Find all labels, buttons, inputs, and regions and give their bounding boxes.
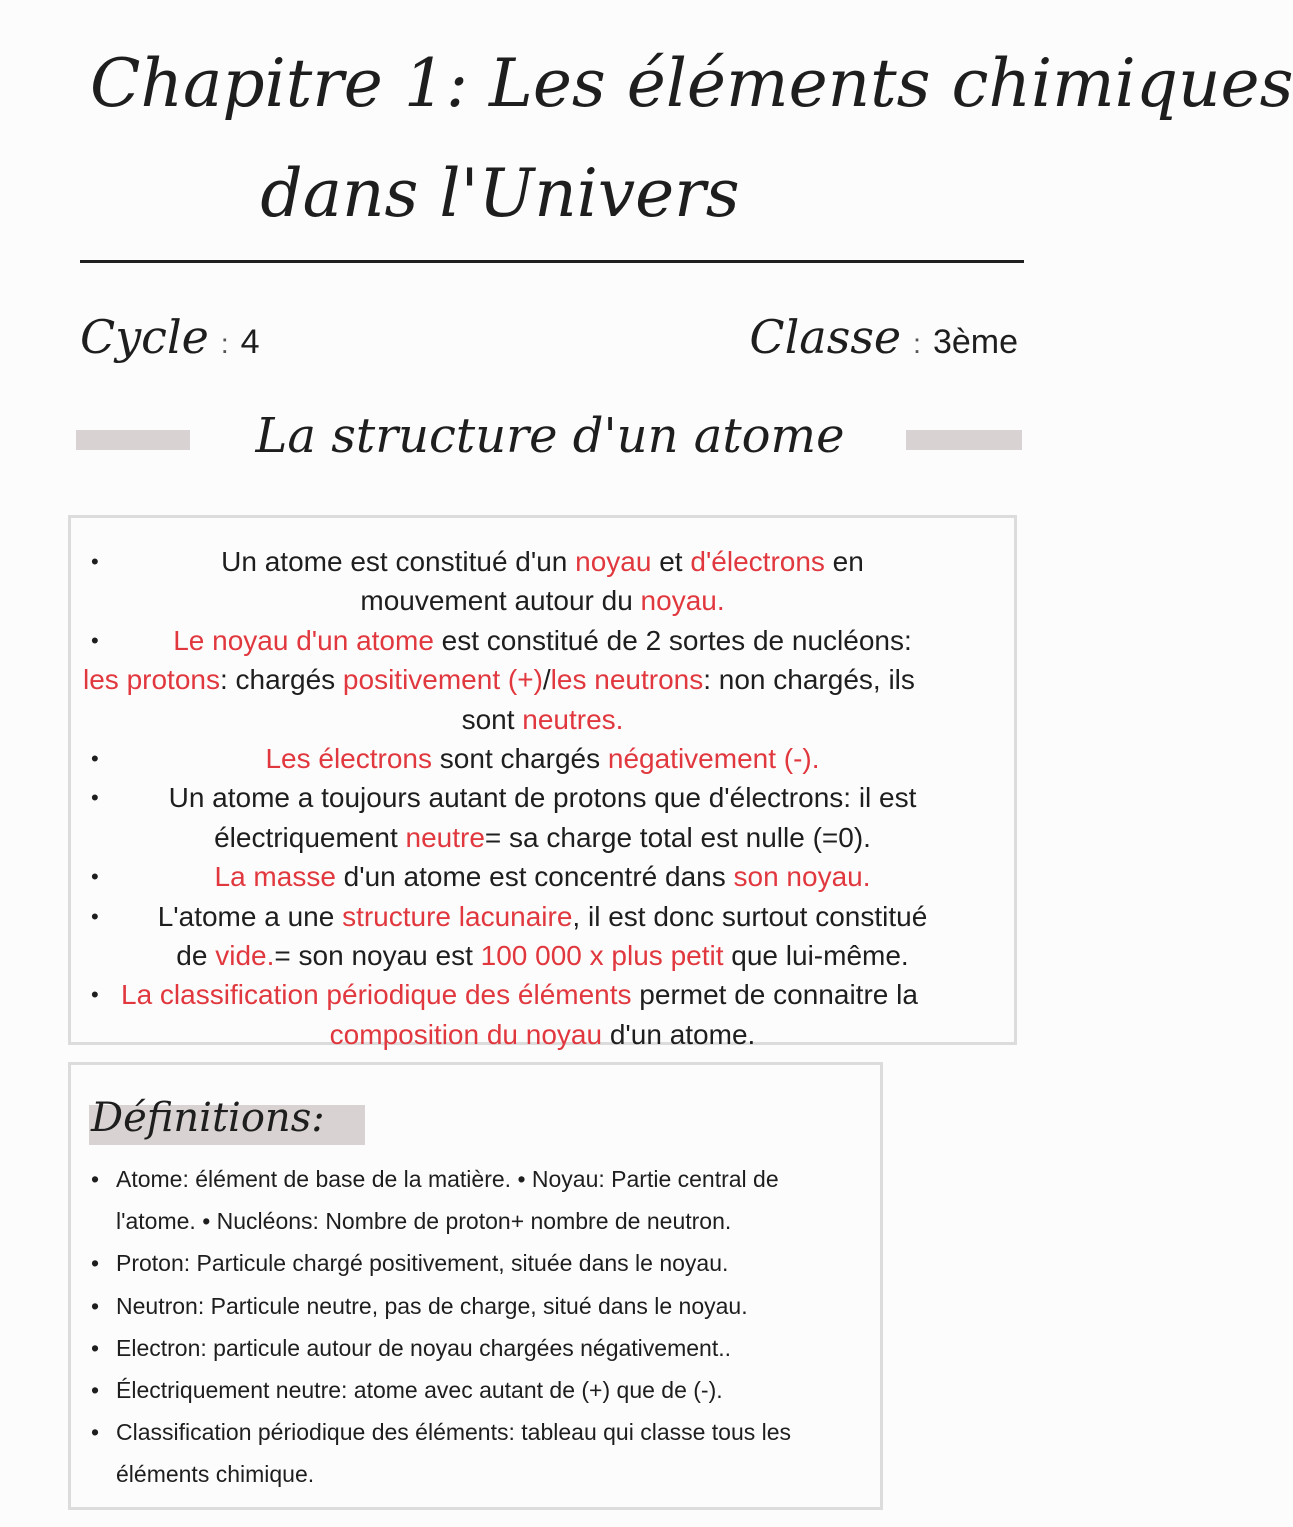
bullet: •: [91, 785, 99, 811]
definitions-heading: Définitions:: [91, 1095, 325, 1141]
structure-line-8: électriquement neutre= sa charge total est nulle (=0).: [214, 821, 871, 853]
bullet: •: [91, 627, 99, 653]
structure-line-1: • Un atome est constitué d'un noyau et d'électrons en: [71, 518, 1014, 581]
structure-line-13: composition du noyau d'un atome.: [329, 1018, 756, 1050]
bullet: •: [91, 549, 99, 574]
structure-line-9: • La masse d'un atome est concentré dans son noyau.: [71, 857, 1014, 896]
cycle-separator: :: [220, 328, 229, 359]
definition-item-continued: éléments chimique.: [116, 1461, 315, 1488]
bullet: •: [91, 745, 99, 771]
definition-item: • Classification périodique des éléments: tableau qui classe tous les: [91, 1419, 792, 1446]
cycle-label: [80, 310, 260, 364]
definitions-list: [71, 1158, 886, 1496]
chapter-title: Chapitre 1: Les éléments chimiques: [90, 45, 1293, 122]
cycle-value: 4: [240, 323, 260, 361]
atom-structure-box: [68, 515, 1017, 1050]
definition-item-continued: l'atome. • Nucléons: Nombre de proton+ nombre de neutron.: [116, 1208, 732, 1235]
section-title: La structure d'un atome: [255, 408, 845, 464]
structure-line-10: • L'atome a une structure lacunaire, il est donc surtout constitué: [71, 897, 1014, 936]
bullet: •: [91, 864, 99, 890]
definition-item: • Électriquement neutre: atome avec autant de (+) que de (-).: [91, 1376, 723, 1403]
structure-line-2: mouvement autour du noyau.: [360, 585, 725, 617]
structure-line-7: • Un atome a toujours autant de protons que d'électrons: il est: [71, 778, 1014, 817]
definition-item: • Atome: élément de base de la matière. • Noyau: Partie central de: [91, 1166, 779, 1192]
definition-item: • Neutron: Particule neutre, pas de charge, situé dans le noyau.: [91, 1292, 748, 1319]
structure-line-3: • Le noyau d'un atome est constitué de 2 sortes de nucléons:: [71, 621, 1014, 660]
bullet: •: [91, 982, 99, 1008]
cycle-label-text: Cycle: [80, 310, 209, 364]
definition-item: • Electron: particule autour de noyau chargées négativement..: [91, 1334, 731, 1361]
definitions-box: [68, 1062, 883, 1510]
structure-line-4: les protons: chargés positivement (+)/les neutrons: non chargés, ils: [83, 664, 915, 696]
decor-bar-right: [906, 430, 1022, 450]
classe-value: 3ème: [932, 323, 1018, 361]
bullet: •: [91, 903, 99, 929]
chapter-title-line2: dans l'Univers: [260, 155, 740, 232]
structure-line-5: sont neutres.: [461, 703, 624, 735]
title-divider: [80, 260, 1024, 263]
structure-line-6: • Les électrons sont chargés négativement (-).: [71, 739, 1014, 778]
classe-label: [749, 310, 1018, 364]
definition-item: • Proton: Particule chargé positivement, située dans le noyau.: [91, 1250, 729, 1277]
decor-bar-left: [76, 430, 190, 450]
structure-line-11: de vide.= son noyau est 100 000 x plus petit que lui-même.: [176, 939, 909, 971]
classe-label-text: Classe: [749, 310, 902, 364]
structure-line-12: • La classification périodique des éléments permet de connaitre la: [71, 975, 1014, 1014]
classe-separator: :: [913, 328, 921, 359]
